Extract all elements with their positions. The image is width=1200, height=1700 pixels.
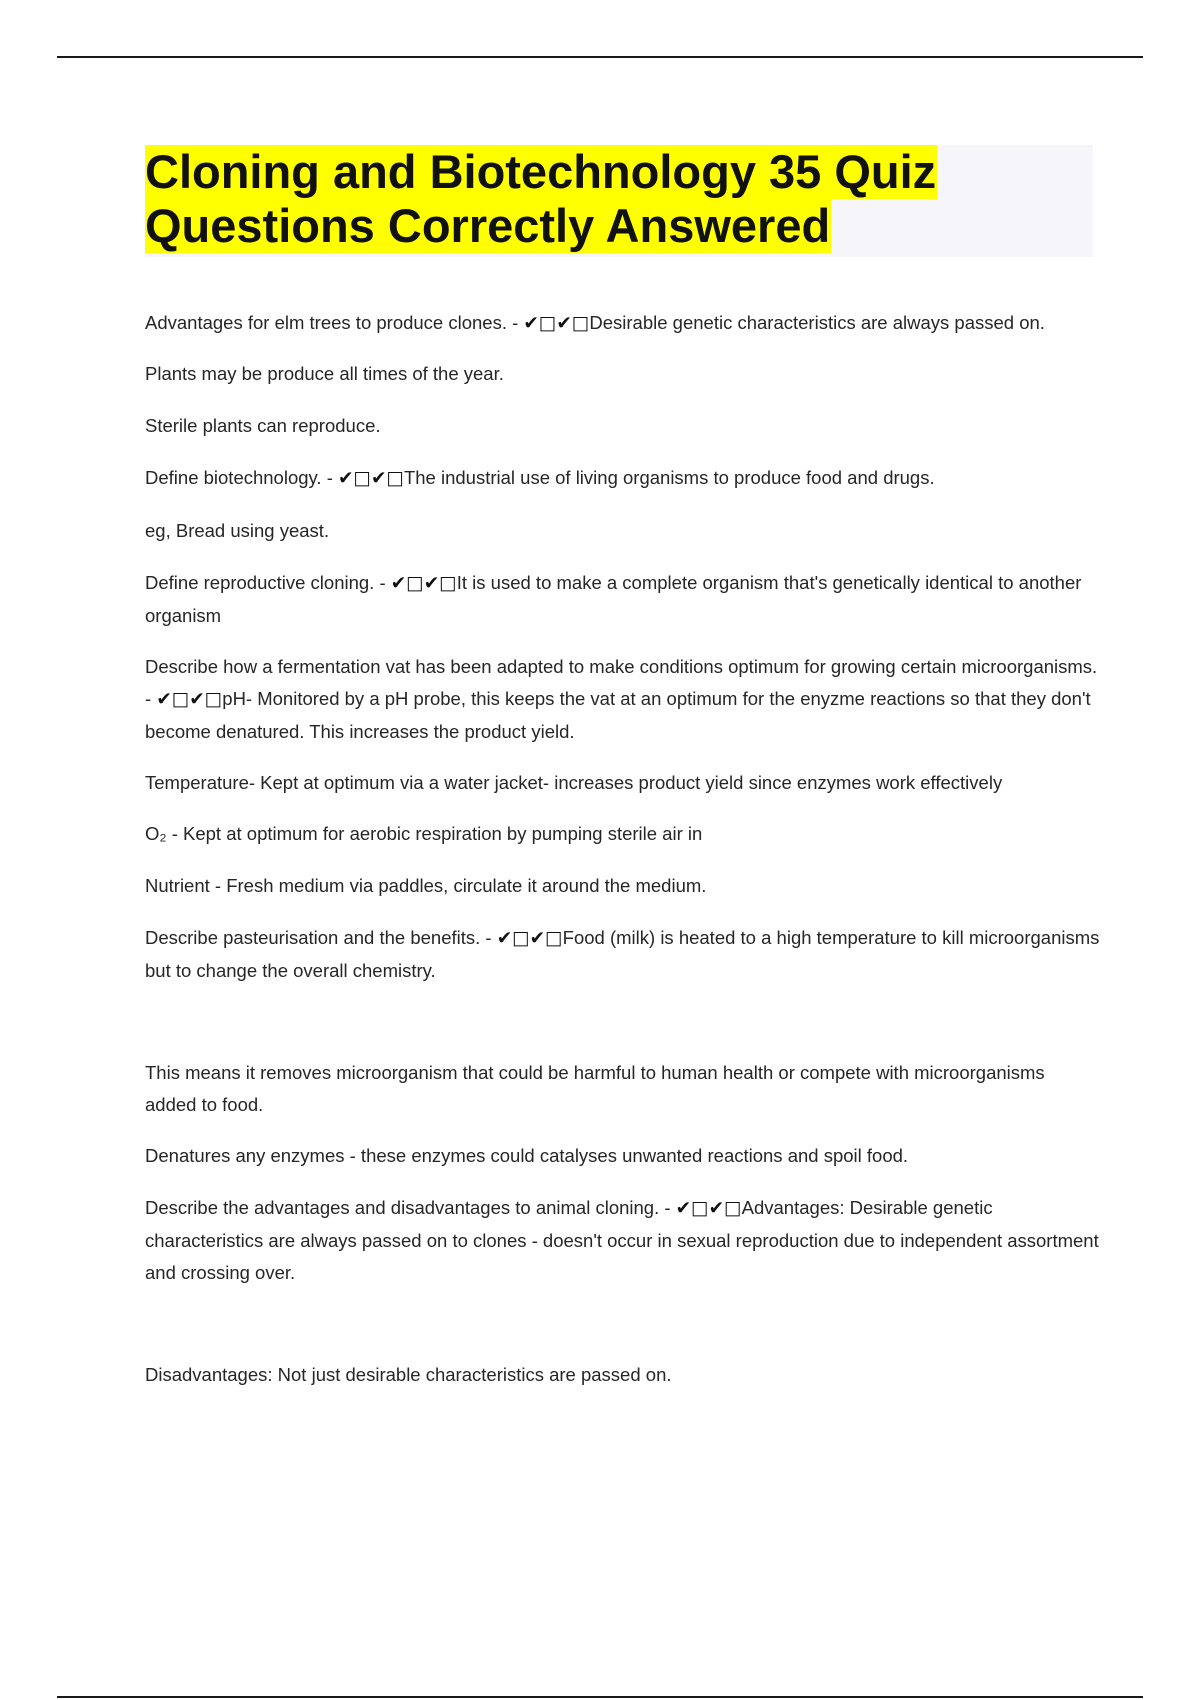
text-paragraph: Nutrient - Fresh medium via paddles, circulate it around the medium. <box>145 875 707 896</box>
header-rule <box>57 56 1143 58</box>
question-text: Define biotechnology. - <box>145 467 338 488</box>
answer-text: It is used to make a complete organism that's genetically identical to another organism <box>145 572 1082 626</box>
question-paragraph <box>145 307 1100 340</box>
text-paragraph: O₂ - Kept at optimum for aerobic respiration by pumping sterile air in <box>145 823 703 844</box>
answer-text: Food (milk) is heated to a high temperature to kill microorganisms but to change the overall chemistry. <box>145 927 1100 981</box>
document-body <box>145 307 1100 1391</box>
question-text: Describe pasteurisation and the benefits. - <box>145 927 497 948</box>
answer-check-icon: ✔□✔□ <box>338 468 404 489</box>
answer-check-icon: ✔□✔□ <box>390 573 457 594</box>
answer-text: Desirable genetic characteristics are always passed on. <box>589 312 1045 333</box>
text-paragraph: Plants may be produce all times of the year. <box>145 363 504 384</box>
text-paragraph: Denatures any enzymes - these enzymes could catalyses unwanted reactions and spoil food. <box>145 1145 909 1166</box>
answer-text: Advantages: Desirable genetic characteristics are always passed on to clones - doesn't occur in sexual reproduction due to independent assortment and crossing over. <box>145 1197 1099 1283</box>
question-paragraph <box>145 922 1100 987</box>
text-paragraph: eg, Bread using yeast. <box>145 520 330 541</box>
title-highlight: Cloning and Biotechnology 35 Quiz Questions Correctly Answered <box>145 145 937 252</box>
page-title <box>145 145 1093 253</box>
question-text: Describe the advantages and disadvantages to animal cloning. - <box>145 1197 676 1218</box>
question-paragraph <box>145 1192 1100 1289</box>
answer-text: The industrial use of living organisms to produce food and drugs. <box>403 467 935 488</box>
text-paragraph: Disadvantages: Not just desirable characteristics are passed on. <box>145 1364 672 1385</box>
answer-check-icon: ✔□✔□ <box>523 313 590 334</box>
answer-check-icon: ✔□✔□ <box>675 1198 742 1219</box>
title-block <box>145 145 1093 257</box>
answer-text: pH- Monitored by a pH probe, this keeps the vat at an optimum for the enyzme reactions so that they don't become denatured. This increases the product yield. <box>145 688 1091 742</box>
question-paragraph <box>145 651 1100 748</box>
text-paragraph: This means it removes microorganism that could be harmful to human health or compete with microorganisms added to food. <box>145 1062 1045 1115</box>
question-text: Advantages for elm trees to produce clones. - <box>145 312 524 333</box>
question-text: Describe how a fermentation vat has been adapted to make conditions optimum for growing certain microorganisms. - <box>145 656 1098 709</box>
text-paragraph: Temperature- Kept at optimum via a water jacket- increases product yield since enzymes work effectively <box>145 772 1003 793</box>
question-paragraph <box>145 567 1100 632</box>
answer-check-icon: ✔□✔□ <box>496 928 563 949</box>
footer-rule <box>57 1696 1143 1698</box>
text-paragraph: Sterile plants can reproduce. <box>145 415 381 436</box>
question-paragraph <box>145 462 1100 495</box>
answer-check-icon: ✔□✔□ <box>156 689 223 710</box>
question-text: Define reproductive cloning. - <box>145 572 391 593</box>
